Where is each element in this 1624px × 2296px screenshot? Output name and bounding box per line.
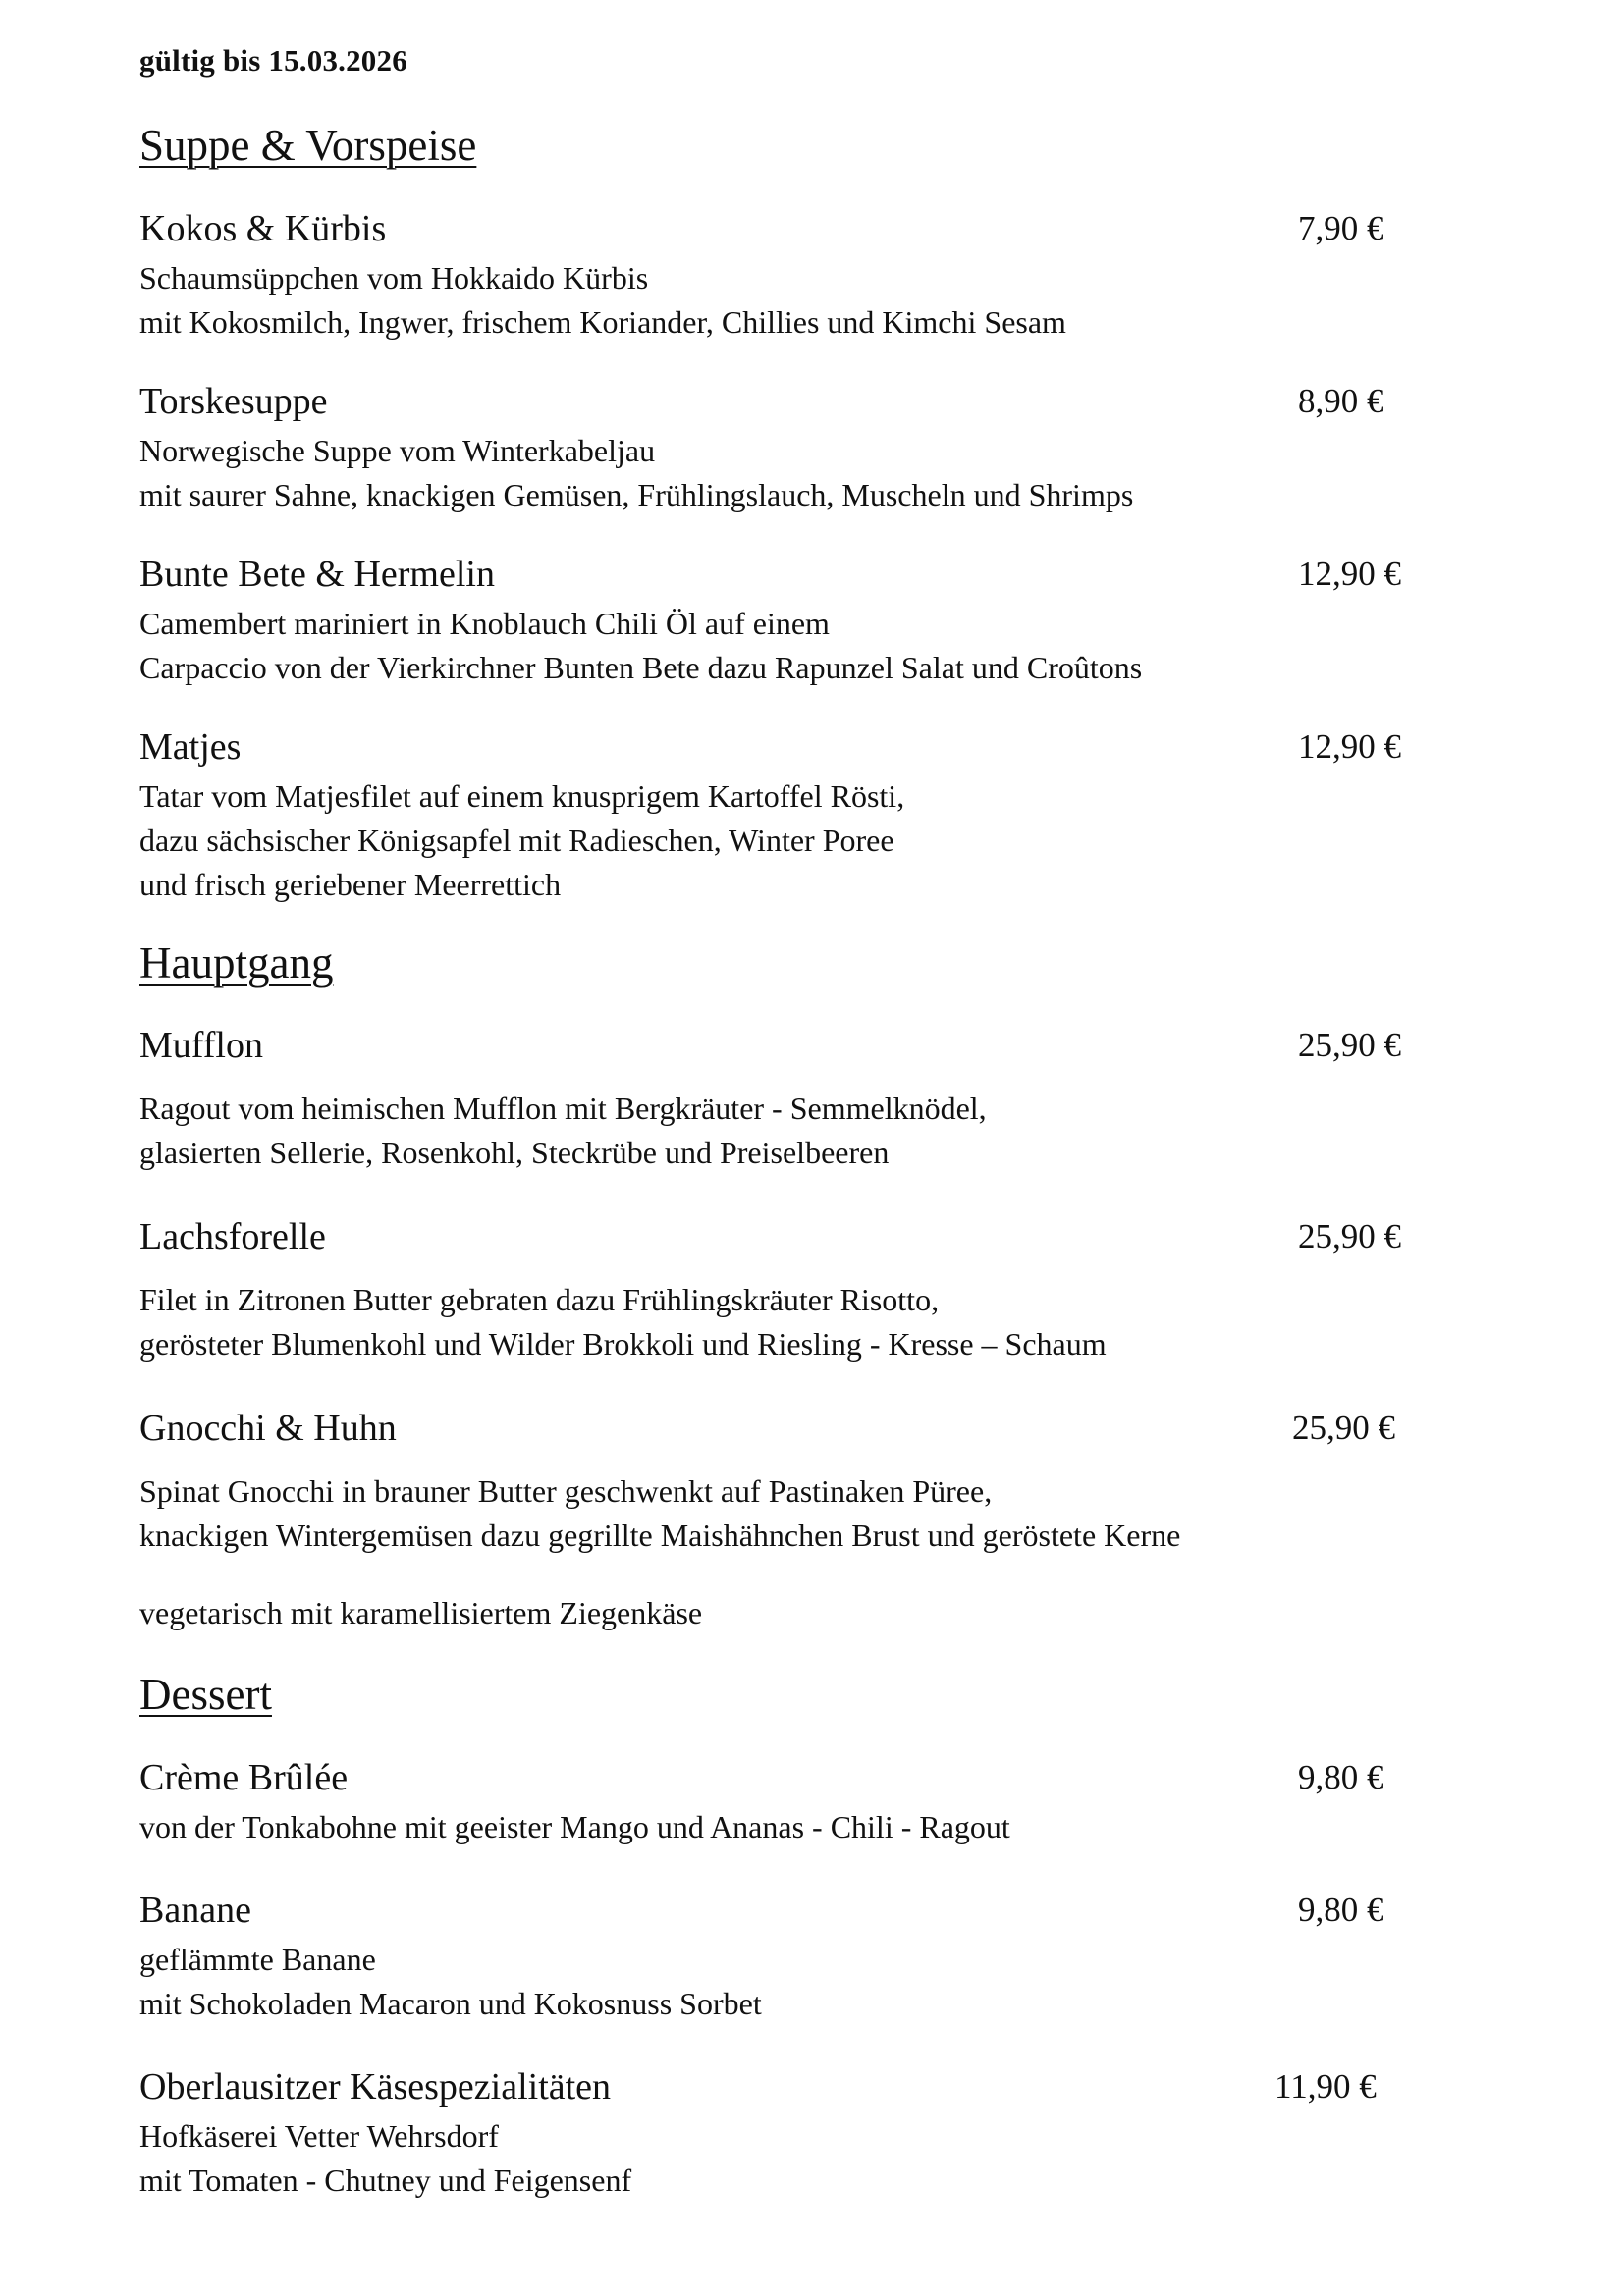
dish-price: 25,90 €: [1292, 1409, 1395, 1447]
dish-name: Matjes: [139, 726, 242, 768]
dish-description: gerösteter Blumenkohl und Wilder Brokkoli und Riesling - Kresse – Schaum: [139, 1326, 1107, 1362]
dish-description: und frisch geriebener Meerrettich: [139, 867, 562, 902]
dish-price: 12,90 €: [1298, 555, 1401, 593]
dish-note: vegetarisch mit karamellisiertem Ziegenkäse: [139, 1595, 703, 1630]
dish-name: Banane: [139, 1890, 251, 1931]
section-title-suppe-vorspeise: Suppe & Vorspeise: [139, 121, 477, 170]
dish-description: glasierten Sellerie, Rosenkohl, Steckrübe und Preiselbeeren: [139, 1135, 890, 1170]
validity-date: gültig bis 15.03.2026: [139, 43, 407, 78]
section-title-hauptgang: Hauptgang: [139, 938, 334, 988]
dish-price: 9,80 €: [1298, 1891, 1384, 1929]
dish-description: Camembert mariniert in Knoblauch Chili Öl auf einem: [139, 606, 830, 641]
dish-price: 7,90 €: [1298, 209, 1384, 247]
dish-description: knackigen Wintergemüsen dazu gegrillte Maishähnchen Brust und geröstete Kerne: [139, 1518, 1181, 1553]
dish-name: Kokos & Kürbis: [139, 208, 387, 249]
dish-description: Carpaccio von der Vierkirchner Bunten Bete dazu Rapunzel Salat und Croûtons: [139, 650, 1143, 685]
dish-price: 8,90 €: [1298, 382, 1384, 420]
dish-price: 25,90 €: [1298, 1217, 1401, 1255]
dish-description: geflämmte Banane: [139, 1942, 376, 1977]
dish-description: Filet in Zitronen Butter gebraten dazu Frühlingskräuter Risotto,: [139, 1282, 940, 1317]
dish-description: Tatar vom Matjesfilet auf einem knusprigem Kartoffel Rösti,: [139, 778, 905, 814]
dish-price: 9,80 €: [1298, 1758, 1384, 1796]
dish-name: Gnocchi & Huhn: [139, 1408, 397, 1449]
dish-name: Mufflon: [139, 1025, 263, 1066]
dish-name: Oberlausitzer Käsespezialitäten: [139, 2066, 612, 2108]
dish-price: 11,90 €: [1274, 2067, 1377, 2106]
dish-description: Norwegische Suppe vom Winterkabeljau: [139, 433, 656, 468]
dish-description: von der Tonkabohne mit geeister Mango und Ananas - Chili - Ragout: [139, 1809, 1010, 1844]
dish-price: 25,90 €: [1298, 1026, 1401, 1064]
dish-name: Torskesuppe: [139, 381, 328, 422]
dish-description: mit Kokosmilch, Ingwer, frischem Koriander, Chillies und Kimchi Sesam: [139, 304, 1066, 340]
dish-description: mit Schokoladen Macaron und Kokosnuss Sorbet: [139, 1986, 762, 2021]
dish-name: Lachsforelle: [139, 1216, 326, 1257]
section-title-dessert: Dessert: [139, 1670, 272, 1719]
dish-description: mit Tomaten - Chutney und Feigensenf: [139, 2163, 632, 2198]
dish-description: Hofkäserei Vetter Wehrsdorf: [139, 2118, 499, 2154]
dish-description: Ragout vom heimischen Mufflon mit Bergkräuter - Semmelknödel,: [139, 1091, 987, 1126]
dish-name: Bunte Bete & Hermelin: [139, 554, 495, 595]
dish-description: Schaumsüppchen vom Hokkaido Kürbis: [139, 260, 649, 295]
dish-description: dazu sächsischer Königsapfel mit Radieschen, Winter Poree: [139, 823, 894, 858]
dish-description: Spinat Gnocchi in brauner Butter geschwenkt auf Pastinaken Püree,: [139, 1473, 993, 1509]
dish-description: mit saurer Sahne, knackigen Gemüsen, Frühlingslauch, Muscheln und Shrimps: [139, 477, 1134, 512]
dish-price: 12,90 €: [1298, 727, 1401, 766]
dish-name: Crème Brûlée: [139, 1757, 349, 1798]
